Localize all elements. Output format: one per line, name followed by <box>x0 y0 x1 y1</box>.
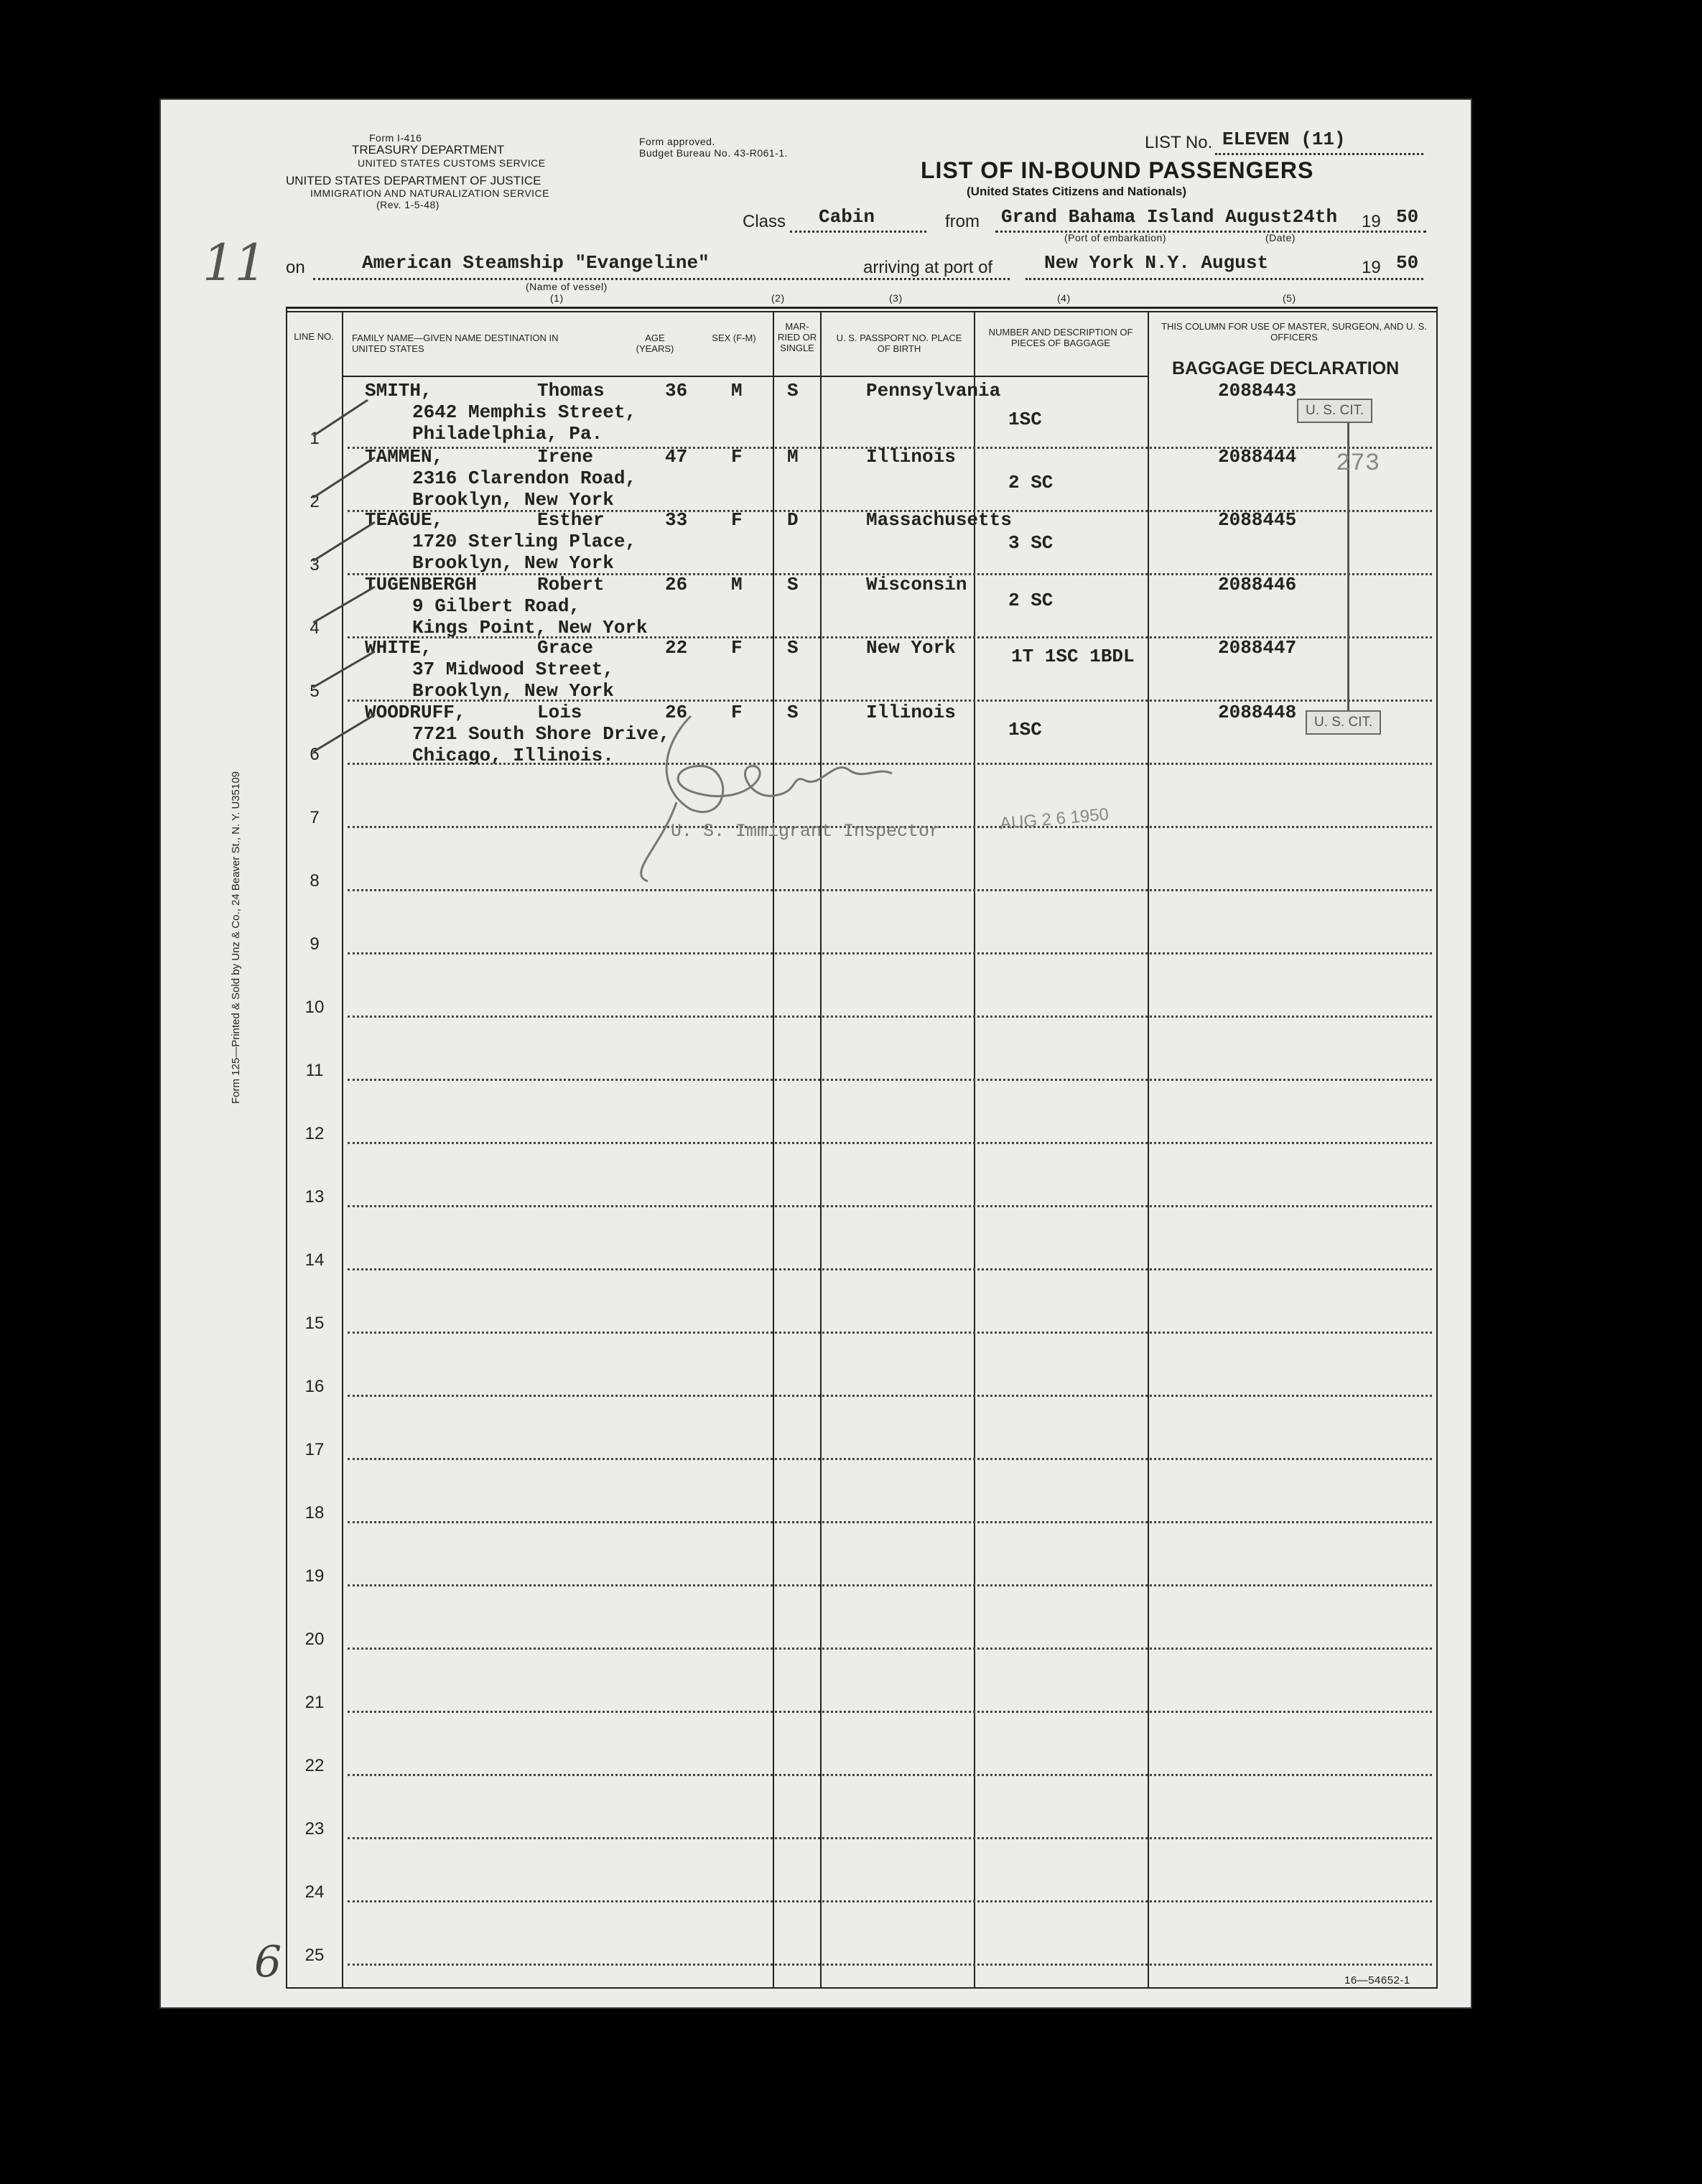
revision: (Rev. 1-5-48) <box>376 199 440 210</box>
line-number: 18 <box>304 1503 325 1523</box>
passenger-birthplace: Wisconsin <box>866 574 967 595</box>
row-rule <box>348 1774 1432 1776</box>
handwritten-mark-bottom: 6 <box>254 1937 282 1987</box>
date-stamp: AUG 2 6 1950 <box>999 804 1110 834</box>
passenger-sex: F <box>731 702 743 723</box>
passenger-sex: M <box>731 380 743 401</box>
passenger-given-name: Lois <box>537 702 582 723</box>
passenger-given-name: Thomas <box>537 380 605 401</box>
row-rule <box>348 1900 1432 1902</box>
passenger-address-1: 1720 Sterling Place, <box>412 531 637 552</box>
passenger-birthplace: Pennsylvania <box>866 380 1001 401</box>
line-number: 23 <box>304 1819 325 1839</box>
line-number: 14 <box>304 1250 325 1270</box>
line-number: 8 <box>310 871 320 891</box>
form-approved: Form approved. <box>639 136 715 147</box>
page-subtitle: (United States Citizens and Nationals) <box>967 185 1187 198</box>
col-header-married: MAR-RIED OR SINGLE <box>777 321 817 353</box>
line-number: 1 <box>310 429 320 448</box>
baggage-declaration-no: 2088443 <box>1218 380 1297 401</box>
baggage-declaration-no: 2088444 <box>1218 446 1297 468</box>
line-number: 10 <box>304 998 325 1017</box>
col-header-age: AGE (YEARS) <box>636 333 674 354</box>
passenger-marital: S <box>787 380 799 401</box>
passenger-baggage: 1T 1SC 1BDL <box>1011 646 1135 667</box>
us-citizen-stamp: U. S. CIT. <box>1297 399 1372 423</box>
line-number: 17 <box>304 1440 325 1459</box>
passenger-baggage: 1SC <box>1008 409 1042 430</box>
year-prefix-2: 19 <box>1362 258 1381 277</box>
arrival-year: 50 <box>1396 252 1419 274</box>
col-header-line: LINE NO. <box>294 331 334 342</box>
row-rule <box>348 1395 1432 1397</box>
line-number: 19 <box>304 1566 325 1586</box>
row-rule <box>348 1521 1432 1523</box>
row-rule <box>348 1079 1432 1081</box>
line-number: 4 <box>310 618 320 638</box>
passenger-sex: M <box>731 574 743 595</box>
passenger-age: 26 <box>665 702 688 723</box>
passenger-given-name: Robert <box>537 574 605 595</box>
passenger-address-2: Chicago, Illinois. <box>412 745 614 766</box>
line-number: 25 <box>304 1946 325 1965</box>
line-number: 12 <box>304 1124 325 1143</box>
line-number: 3 <box>310 555 320 575</box>
row-rule <box>348 1332 1432 1334</box>
baggage-declaration-header: BAGGAGE DECLARATION <box>1172 358 1400 378</box>
col-header-baggage: NUMBER AND DESCRIPTION OF PIECES OF BAGGAGE <box>988 327 1133 348</box>
passenger-address-1: 2316 Clarendon Road, <box>412 468 637 489</box>
passenger-given-name: Grace <box>537 637 594 659</box>
col-header-officers: THIS COLUMN FOR USE OF MASTER, SURGEON, AND U. S. OFFICERS <box>1161 321 1427 343</box>
passenger-address-1: 9 Gilbert Road, <box>412 595 581 617</box>
passenger-family-name: WHITE, <box>365 637 432 659</box>
on-label: on <box>286 258 305 277</box>
passenger-age: 26 <box>665 574 688 595</box>
passenger-family-name: TEAGUE, <box>365 509 444 531</box>
passenger-age: 36 <box>665 380 688 401</box>
arriving-label: arriving at port of <box>863 258 993 277</box>
passenger-address-1: 7721 South Shore Drive, <box>412 723 670 745</box>
passenger-sex: F <box>731 637 743 659</box>
passenger-age: 47 <box>665 446 688 468</box>
page-title: LIST OF IN-BOUND PASSENGERS <box>921 157 1314 183</box>
passenger-marital: M <box>787 446 799 468</box>
passenger-birthplace: Illinois <box>866 702 956 723</box>
passenger-given-name: Esther <box>537 509 605 531</box>
baggage-declaration-no: 2088445 <box>1218 509 1297 531</box>
date-caption: (Date) <box>1265 232 1296 243</box>
passenger-address-1: 2642 Memphis Street, <box>412 401 637 423</box>
line-number: 15 <box>304 1314 325 1333</box>
us-citizen-stamp: U. S. CIT. <box>1306 710 1381 735</box>
passenger-age: 22 <box>665 637 688 659</box>
passenger-address-2: Brooklyn, New York <box>412 489 614 511</box>
list-no-label: LIST No. <box>1145 133 1213 152</box>
col-header-name: FAMILY NAME—GIVEN NAME DESTINATION IN UNITED STATES <box>352 333 559 354</box>
from-label: from <box>945 212 980 231</box>
line-number: 2 <box>310 492 320 511</box>
row-rule <box>348 1268 1432 1270</box>
arrival-port: New York N.Y. August <box>1044 252 1269 274</box>
line-number: 22 <box>304 1756 325 1775</box>
passenger-marital: D <box>787 509 799 531</box>
passenger-address-2: Kings Point, New York <box>412 617 648 638</box>
line-number: 16 <box>304 1377 325 1396</box>
line-number: 5 <box>310 682 320 701</box>
passenger-address-2: Brooklyn, New York <box>412 680 614 702</box>
passenger-marital: S <box>787 702 799 723</box>
passenger-baggage: 3 SC <box>1008 532 1054 554</box>
immigration-service: IMMIGRATION AND NATURALIZATION SERVICE <box>310 187 549 199</box>
row-rule <box>348 1837 1432 1839</box>
form-number: Form I-416 <box>369 132 422 144</box>
line-number: 9 <box>310 934 320 954</box>
passenger-given-name: Irene <box>537 446 594 468</box>
row-rule <box>348 952 1432 954</box>
passenger-marital: S <box>787 574 799 595</box>
column-number: (5) <box>1283 292 1296 304</box>
passenger-family-name: SMITH, <box>365 380 432 401</box>
inspector-signature-label: U. S. Immigrant Inspector <box>671 821 941 842</box>
handwritten-mark-top: 11 <box>203 233 267 292</box>
column-number: (1) <box>550 292 564 304</box>
vessel-caption: (Name of vessel) <box>526 281 608 292</box>
printer-imprint: Form 125—Printed & Sold by Unz & Co., 24 Beaver St., N. Y. U35109 <box>230 771 242 1104</box>
baggage-declaration-no: 2088447 <box>1218 637 1297 659</box>
row-rule <box>348 1016 1432 1018</box>
check-marks <box>159 98 1472 888</box>
passenger-family-name: WOODRUFF, <box>365 702 466 723</box>
port-caption: (Port of embarkation) <box>1064 232 1166 243</box>
col-header-sex: SEX (F-M) <box>712 333 756 343</box>
line-number: 13 <box>304 1187 325 1207</box>
from-year: 50 <box>1396 206 1419 228</box>
passenger-sex: F <box>731 509 743 531</box>
row-rule <box>348 1205 1432 1207</box>
passenger-address-2: Philadelphia, Pa. <box>412 423 603 445</box>
row-rule <box>348 1458 1432 1460</box>
class-value: Cabin <box>819 206 875 228</box>
passenger-address-1: 37 Midwood Street, <box>412 659 614 680</box>
passenger-family-name: TUGENBERGH <box>365 574 478 595</box>
passenger-baggage: 2 SC <box>1008 590 1054 611</box>
row-rule <box>348 1964 1432 1966</box>
passenger-marital: S <box>787 637 799 659</box>
treasury-dept: TREASURY DEPARTMENT <box>352 143 505 157</box>
passenger-family-name: TAMMEN, <box>365 446 444 468</box>
line-number: 11 <box>305 1061 324 1080</box>
passenger-baggage: 1SC <box>1008 719 1042 740</box>
row-rule <box>348 1142 1432 1144</box>
column-number: (3) <box>889 292 903 304</box>
passenger-sex: F <box>731 446 743 468</box>
vessel-name: American Steamship "Evangeline" <box>362 252 710 274</box>
line-number: 24 <box>304 1882 325 1902</box>
passenger-birthplace: Illinois <box>866 446 956 468</box>
passenger-birthplace: New York <box>866 637 956 659</box>
footer-code: 16—54652-1 <box>1344 1974 1410 1986</box>
budget-bureau: Budget Bureau No. 43-R061-1. <box>639 147 789 159</box>
from-value: Grand Bahama Island August24th <box>1001 206 1338 228</box>
row-rule <box>348 1584 1432 1586</box>
passenger-address-2: Brooklyn, New York <box>412 552 614 574</box>
line-number: 6 <box>310 745 320 764</box>
customs-service: UNITED STATES CUSTOMS SERVICE <box>358 157 546 169</box>
list-no-value: ELEVEN (11) <box>1222 129 1346 150</box>
manifest-page <box>159 98 1472 2009</box>
justice-dept: UNITED STATES DEPARTMENT OF JUSTICE <box>286 174 541 187</box>
col-header-passport: U. S. PASSPORT NO. PLACE OF BIRTH <box>836 333 962 354</box>
passenger-age: 33 <box>665 509 688 531</box>
page-stamp-number: 273 <box>1336 450 1380 478</box>
baggage-declaration-no: 2088446 <box>1218 574 1297 595</box>
year-prefix: 19 <box>1362 212 1381 231</box>
column-number: (2) <box>771 292 785 304</box>
line-number: 7 <box>310 808 320 827</box>
passenger-birthplace: Massachusetts <box>866 509 1012 531</box>
baggage-declaration-no: 2088448 <box>1218 702 1297 723</box>
passenger-baggage: 2 SC <box>1008 472 1054 493</box>
row-rule <box>348 1648 1432 1650</box>
row-rule <box>348 1711 1432 1713</box>
line-number: 21 <box>304 1693 325 1712</box>
line-number: 20 <box>304 1630 325 1649</box>
row-rule <box>348 889 1432 891</box>
table-bottom-rule <box>286 1987 1438 1989</box>
column-number: (4) <box>1057 292 1071 304</box>
class-label: Class <box>743 212 786 231</box>
